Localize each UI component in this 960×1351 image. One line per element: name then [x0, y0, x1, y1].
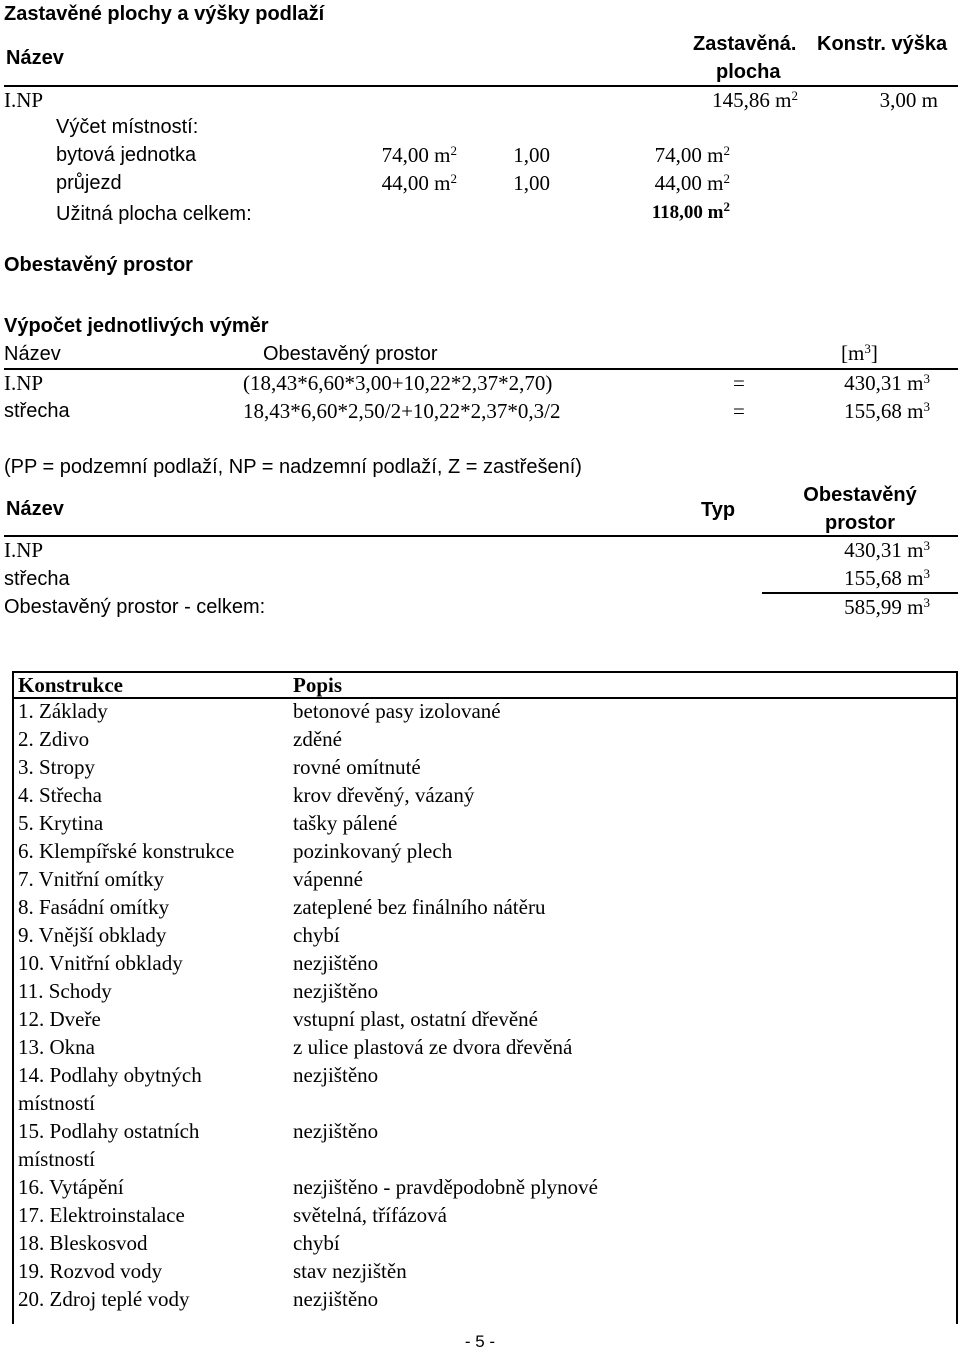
construction-name: 4. Střecha	[18, 783, 102, 807]
construction-name: 12. Dveře	[18, 1007, 101, 1031]
col-header-name: Název	[6, 47, 64, 69]
construction-name: 11. Schody	[18, 979, 112, 1003]
construction-description: nezjištěno	[293, 1119, 379, 1143]
summary-row-name: střecha	[4, 568, 70, 590]
summary-col-name: Název	[6, 498, 64, 520]
calc-row-formula: 18,43*6,60*2,50/2+10,22*2,37*0,3/2	[243, 399, 561, 423]
construction-table-top-border	[12, 671, 958, 673]
usable-area-value: 118,00 $m^2$	[651, 199, 730, 223]
summary-col-space-line1: Obestavěný	[803, 484, 917, 506]
summary-row-value: 430,31 $m^3$	[844, 538, 930, 562]
construction-col-header: Konstrukce	[18, 673, 123, 697]
description-col-header: Popis	[293, 673, 343, 697]
construction-name: 9. Vnější obklady	[18, 923, 167, 947]
summary-row-name: I.NP	[4, 538, 44, 562]
construction-name: 1. Základy	[18, 699, 108, 723]
summary-col-space-line2: prostor	[825, 512, 895, 534]
calc-row-name: I.NP	[4, 371, 44, 395]
construction-description: nezjištěno - pravděpodobně plynové	[293, 1175, 598, 1199]
floor-area: 145,86 $m^2$	[712, 88, 798, 112]
calc-row-value: 430,31 $m^3$	[844, 371, 930, 395]
construction-name-continued: místností	[18, 1147, 96, 1171]
construction-description: nezjištěno	[293, 1063, 379, 1087]
construction-description: krov dřevěný, vázaný	[293, 783, 475, 807]
construction-name-continued: místností	[18, 1091, 96, 1115]
calc-header-divider	[4, 368, 958, 370]
construction-description: betonové pasy izolované	[293, 699, 501, 723]
construction-name: 2. Zdivo	[18, 727, 90, 751]
calc-col-name: Název	[4, 343, 61, 365]
construction-description: rovné omítnuté	[293, 755, 421, 779]
section-title-enclosed-space: Obestavěný prostor	[4, 254, 193, 276]
construction-name: 17. Elektroinstalace	[18, 1203, 185, 1227]
legend-note: (PP = podzemní podlaží, NP = nadzemní podlaží, Z = zastřešení)	[4, 456, 582, 478]
construction-description: nezjištěno	[293, 1287, 379, 1311]
construction-description: vápenné	[293, 867, 363, 891]
room-coefficient: 1,00	[513, 143, 550, 167]
summary-row-value: 155,68 $m^3$	[844, 566, 930, 590]
calc-row-name: střecha	[4, 400, 70, 422]
calc-col-formula: Obestavěný prostor	[263, 343, 438, 365]
calc-row-equals: =	[733, 399, 745, 423]
calc-row-formula: (18,43*6,60*3,00+10,22*2,37*2,70)	[243, 371, 553, 395]
construction-description: tašky pálené	[293, 811, 398, 835]
room-name: průjezd	[56, 172, 122, 194]
summary-header-divider	[4, 535, 958, 537]
construction-description: nezjištěno	[293, 979, 379, 1003]
calculation-title: Výpočet jednotlivých výměr	[4, 315, 269, 337]
room-name: bytová jednotka	[56, 144, 197, 166]
construction-description: zděné	[293, 727, 342, 751]
floor-name: I.NP	[4, 88, 44, 112]
construction-name: 14. Podlahy obytných	[18, 1063, 202, 1087]
total-divider	[762, 592, 958, 594]
col-header-area-line1: Zastavěná.	[693, 33, 797, 55]
construction-description: stav nezjištěn	[293, 1259, 407, 1283]
summary-col-type: Typ	[701, 499, 736, 521]
construction-description: nezjištěno	[293, 951, 379, 975]
col-header-area-line2: plocha	[716, 61, 781, 83]
room-area: 74,00 $m^2$	[381, 143, 457, 167]
usable-area-label: Užitná plocha celkem:	[56, 203, 252, 225]
construction-name: 6. Klempířské konstrukce	[18, 839, 235, 863]
construction-description: chybí	[293, 923, 340, 947]
room-total: 44,00 $m^2$	[654, 171, 730, 195]
total-label: Obestavěný prostor - celkem:	[4, 596, 266, 618]
room-total: 74,00 $m^2$	[654, 143, 730, 167]
construction-description: světelná, třífázová	[293, 1203, 447, 1227]
floor-height: 3,00 m	[879, 88, 938, 112]
calc-row-value: 155,68 $m^3$	[844, 399, 930, 423]
construction-name: 16. Vytápění	[18, 1175, 124, 1199]
section-title-built-up-areas: Zastavěné plochy a výšky podlaží	[4, 3, 325, 25]
construction-description: chybí	[293, 1231, 340, 1255]
construction-name: 15. Podlahy ostatních	[18, 1119, 200, 1143]
construction-description: zateplené bez finálního nátěru	[293, 895, 546, 919]
total-value: 585,99 $m^3$	[844, 595, 930, 619]
construction-name: 10. Vnitřní obklady	[18, 951, 183, 975]
construction-table-left-border	[12, 671, 14, 1324]
construction-description: vstupní plast, ostatní dřevěné	[293, 1007, 538, 1031]
construction-name: 18. Bleskosvod	[18, 1231, 148, 1255]
construction-name: 7. Vnitřní omítky	[18, 867, 165, 891]
header-divider	[4, 85, 958, 87]
col-header-height: Konstr. výška	[817, 33, 948, 55]
room-area: 44,00 $m^2$	[381, 171, 457, 195]
room-coefficient: 1,00	[513, 171, 550, 195]
calc-col-unit: $[m^3]$	[841, 341, 878, 365]
construction-name: 20. Zdroj teplé vody	[18, 1287, 190, 1311]
construction-description: pozinkovaný plech	[293, 839, 453, 863]
construction-name: 8. Fasádní omítky	[18, 895, 170, 919]
construction-table-right-border	[956, 671, 958, 1324]
construction-name: 5. Krytina	[18, 811, 104, 835]
calc-row-equals: =	[733, 371, 745, 395]
construction-name: 3. Stropy	[18, 755, 96, 779]
construction-description: z ulice plastová ze dvora dřevěná	[293, 1035, 573, 1059]
construction-name: 19. Rozvod vody	[18, 1259, 163, 1283]
page-number: - 5 -	[464, 1332, 496, 1351]
rooms-title: Výčet místností:	[56, 116, 199, 138]
construction-name: 13. Okna	[18, 1035, 95, 1059]
